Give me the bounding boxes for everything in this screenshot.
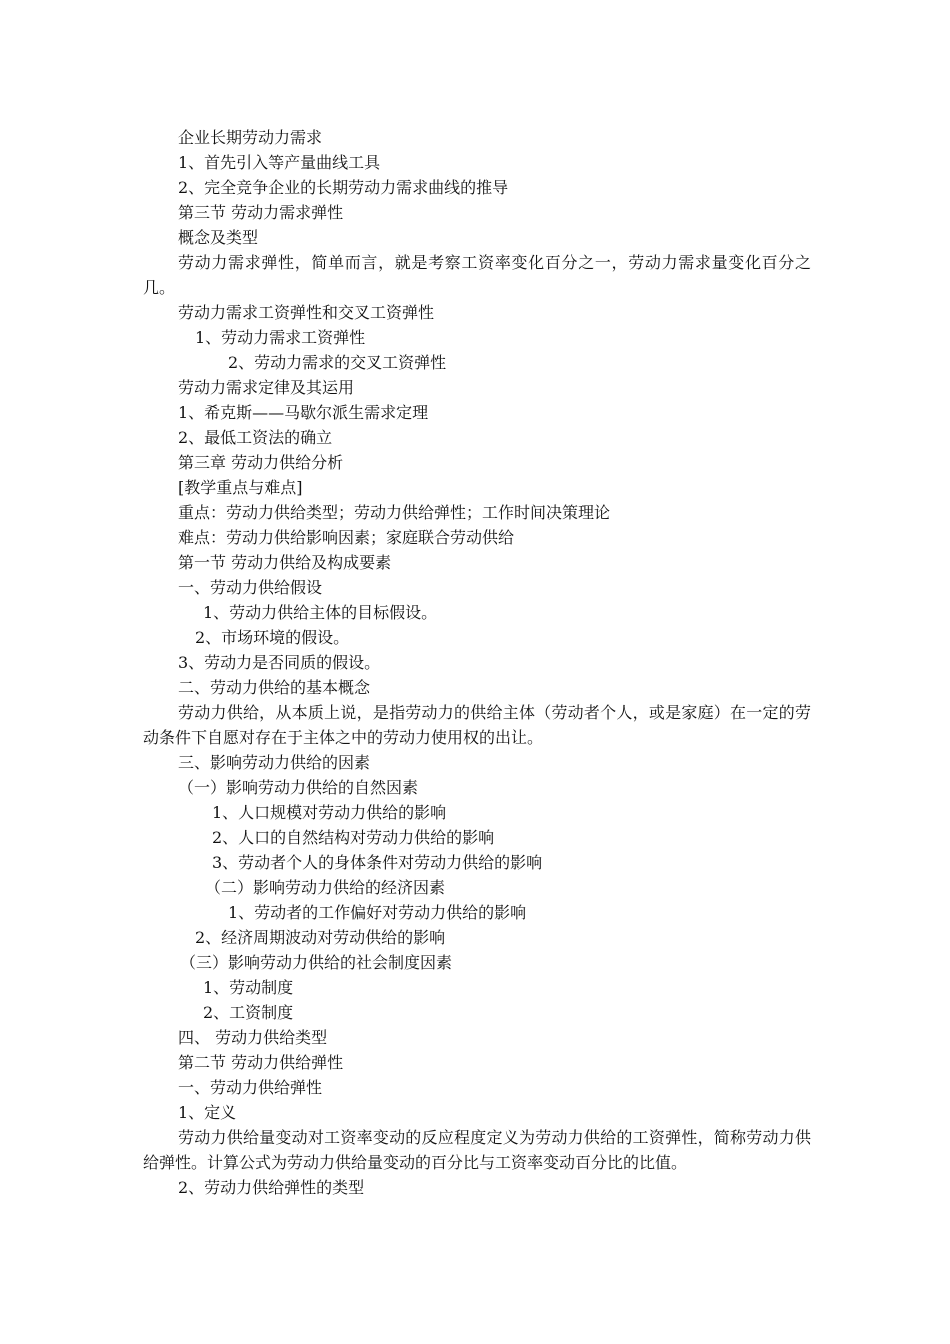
text-line: 重点：劳动力供给类型；劳动力供给弹性；工作时间决策理论 [178,503,611,522]
text-line: 1、人口规模对劳动力供给的影响 [212,803,447,822]
text-line: （二）影响劳动力供给的经济因素 [205,878,446,897]
text-line: [教学重点与难点] [178,478,303,497]
text-line: 劳动力需求工资弹性和交叉工资弹性 [178,303,435,322]
text-line: 2、劳动力需求的交叉工资弹性 [228,353,447,372]
text-line: 企业长期劳动力需求 [178,128,323,147]
text-line: 2、工资制度 [203,1003,294,1022]
text-line: 2、完全竞争企业的长期劳动力需求曲线的推导 [178,178,509,197]
text-line: 二、劳动力供给的基本概念 [178,678,371,697]
text-line: 2、最低工资法的确立 [178,428,333,447]
text-line: 1、首先引入等产量曲线工具 [178,153,381,172]
paragraph: 劳动力供给，从本质上说，是指劳动力的供给主体（劳动者个人，或是家庭）在一定的劳动条件下自愿对存在于主体之中的劳动力使用权的出让。 [143,703,811,747]
text-line: 劳动力需求定律及其运用 [178,378,355,397]
text-line: 2、市场环境的假设。 [195,628,350,647]
text-line: 1、劳动力需求工资弹性 [195,328,366,347]
text-line: 3、劳动力是否同质的假设。 [178,653,381,672]
section-heading: 第二节 劳动力供给弹性 [178,1053,344,1072]
text-line: 一、劳动力供给弹性 [178,1078,323,1097]
text-line: 一、劳动力供给假设 [178,578,323,597]
text-line: 1、劳动制度 [203,978,294,997]
text-line: （一）影响劳动力供给的自然因素 [178,778,419,797]
paragraph: 劳动力供给量变动对工资率变动的反应程度定义为劳动力供给的工资弹性，简称劳动力供给弹性。计算公式为劳动力供给量变动的百分比与工资率变动百分比的比值。 [143,1128,811,1172]
text-line: 2、人口的自然结构对劳动力供给的影响 [212,828,495,847]
text-line: 1、希克斯——马歇尔派生需求定理 [178,403,429,422]
text-line: （三）影响劳动力供给的社会制度因素 [180,953,453,972]
section-heading: 第一节 劳动力供给及构成要素 [178,553,392,572]
paragraph: 劳动力需求弹性，简单而言，就是考察工资率变化百分之一，劳动力需求量变化百分之几。 [143,253,811,297]
chapter-heading: 第三章 劳动力供给分析 [178,453,344,472]
text-line: 难点：劳动力供给影响因素；家庭联合劳动供给 [178,528,515,547]
text-line: 3、劳动者个人的身体条件对劳动力供给的影响 [212,853,543,872]
text-line: 2、劳动力供给弹性的类型 [178,1178,365,1197]
text-line: 三、影响劳动力供给的因素 [178,753,371,772]
text-line: 2、经济周期波动对劳动供给的影响 [195,928,446,947]
text-line: 1、劳动者的工作偏好对劳动力供给的影响 [228,903,527,922]
text-line: 概念及类型 [178,228,259,247]
text-line: 1、定义 [178,1103,237,1122]
text-line: 四、 劳动力供给类型 [178,1028,328,1047]
section-heading: 第三节 劳动力需求弹性 [178,203,344,222]
text-line: 1、劳动力供给主体的目标假设。 [203,603,438,622]
